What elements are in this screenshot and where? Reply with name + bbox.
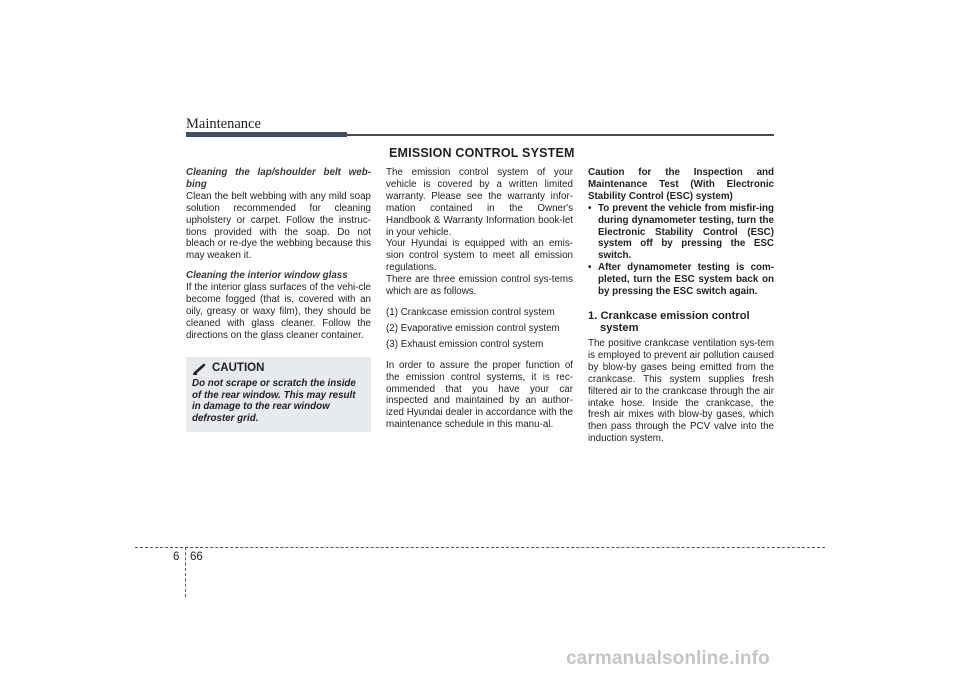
footer-rule: [135, 547, 825, 548]
subheading-glass: Cleaning the interior window glass: [186, 270, 348, 282]
column-right: [588, 167, 774, 445]
page-number: 66: [190, 551, 203, 563]
bullet-item: [588, 203, 774, 263]
paragraph-crankcase: The positive crankcase ventilation sys-tem is employed to prevent air pollution caused by blow-by gases being emitted from the crankcase. This system supplies fresh filtered air to the crankcase through the air intake hose. Inside the crankcase, the fresh air mixes with blow-by gases, which then pass through the PCV valve into the induction system.: [588, 337, 774, 445]
caution-heading: Caution for the Inspection and Maintenance Test (With Electronic Stability Control (ESC) system): [588, 167, 774, 202]
paragraph-equipped: Your Hyundai is equipped with an emis-sion control system to meet all emission regulations.: [386, 238, 573, 274]
paragraph-three-systems: There are three emission control sys-tems which are as follows.: [386, 274, 573, 298]
bullet-mark: •: [588, 202, 592, 214]
column-middle: [386, 167, 573, 431]
column-left: [186, 167, 371, 342]
chapter-number: 6: [173, 551, 180, 563]
list-item: (3) Exhaust emission control system: [386, 338, 544, 350]
pencil-warning-icon: [192, 363, 208, 375]
bullet-text: After dynamometer testing is com-pleted, turn the ESC system back on by pressing the ESC switch again.: [598, 262, 774, 298]
list-item: (1) Crankcase emission control system: [386, 306, 555, 318]
paragraph-assure: In order to assure the proper function of the emission control systems, it is rec-ommended that you have your car inspected and maintained by an author-ized Hyundai dealer in accordance with the maintenance schedule in this manu-al.: [386, 359, 573, 431]
header-rule: [347, 134, 774, 136]
paragraph-glass: If the interior glass surfaces of the vehi-cle become fogged (that is, covered with an oily, greasy or waxy film), they should be cleaned with glass cleaner. Follow the directions on the glass cleaner container.: [186, 282, 371, 341]
subheading-belt: Cleaning the lap/shoulder belt web-bing: [186, 167, 371, 190]
bullet-text: To prevent the vehicle from misfir-ing during dynamometer testing, turn the Electronic Stability Control (ESC) system off by pressing the ESC switch.: [598, 202, 774, 262]
watermark: carmanualsonline.info: [566, 648, 770, 669]
page-title: EMISSION CONTROL SYSTEM: [389, 146, 575, 160]
footer-divider: [185, 547, 186, 597]
bullet-item: [588, 262, 774, 298]
bullet-mark: •: [588, 262, 592, 274]
section-label: Maintenance: [186, 116, 261, 132]
paragraph-warranty: The emission control system of your vehicle is covered by a written limited warranty. Please see the warranty infor-mation contained in the Owner's Handbook & Warranty Information book-let in your vehicle.: [386, 167, 573, 238]
paragraph-belt: Clean the belt webbing with any mild soap solution recommended for cleaning upholstery or carpet. Follow the instruc-tions provided with the soap. Do not bleach or re-dye the webbing because this may weaken it.: [186, 190, 371, 262]
heading-crankcase-cont: system: [600, 321, 639, 334]
header-bar: [186, 132, 347, 137]
caution-text: Do not scrape or scratch the inside of the rear window. This may result in damage to the rear window defroster grid.: [192, 378, 356, 424]
heading-crankcase: 1. Crankcase emission control: [588, 309, 750, 322]
caution-title: CAUTION: [212, 362, 265, 374]
list-item: (2) Evaporative emission control system: [386, 322, 560, 334]
